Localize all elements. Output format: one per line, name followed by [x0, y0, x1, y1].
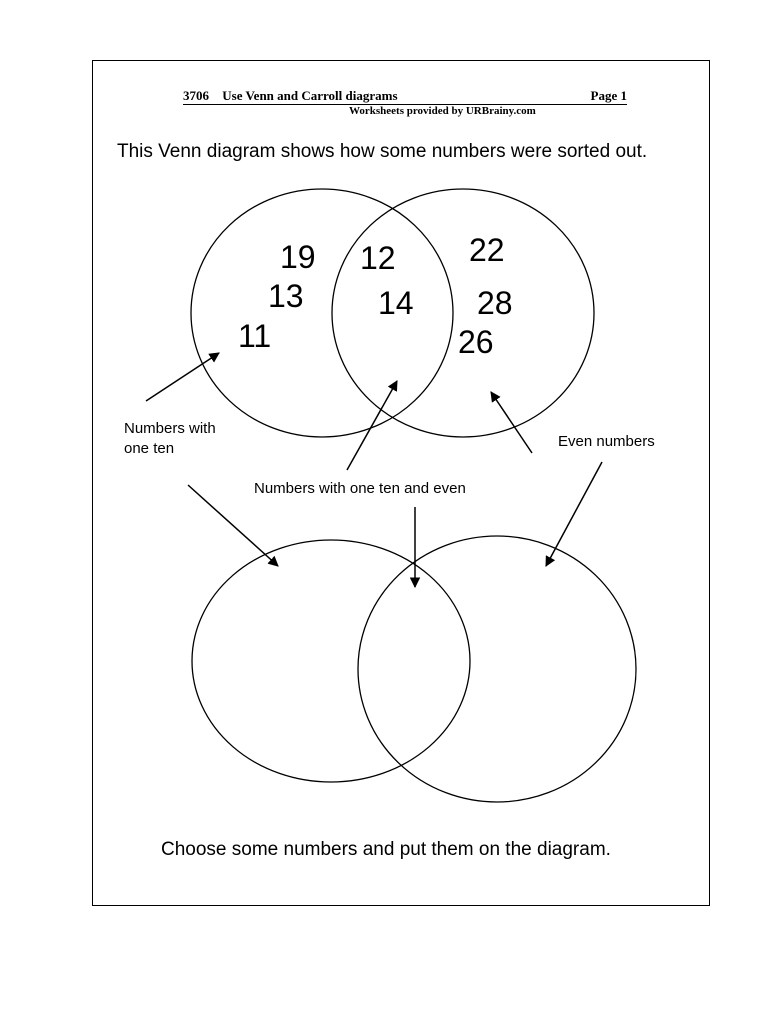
arrow-one-ten-top — [146, 353, 219, 401]
worksheet-code: 3706 — [183, 88, 209, 103]
label-even-numbers: Even numbers — [558, 433, 655, 450]
label-line: one ten — [124, 440, 175, 457]
arrow-both-top — [347, 381, 397, 470]
label-line: Numbers with — [124, 420, 216, 437]
number-right-only: 28 — [477, 285, 513, 321]
number-both: 12 — [360, 240, 396, 276]
number-left-only: 19 — [280, 239, 316, 275]
intro-text: This Venn diagram shows how some numbers were sorted out. — [117, 141, 648, 162]
number-right-only: 26 — [458, 324, 494, 360]
bottom-left-circle — [192, 540, 470, 782]
closing-instruction: Choose some numbers and put them on the diagram. — [161, 839, 611, 860]
label-numbers-with-one-ten — [124, 419, 254, 459]
top-right-circle — [332, 189, 594, 437]
number-left-only: 13 — [268, 278, 304, 314]
number-left-only: 11 — [238, 318, 272, 354]
number-both: 14 — [378, 285, 414, 321]
number-right-only: 22 — [469, 232, 505, 268]
top-left-circle — [191, 189, 453, 437]
label-one-ten-and-even: Numbers with one ten and even — [254, 480, 466, 497]
worksheet-title: Use Venn and Carroll diagrams — [222, 88, 398, 103]
arrow-even-bottom — [546, 462, 602, 566]
provider-credit: Worksheets provided by URBrainy.com — [349, 105, 536, 117]
page-number: Page 1 — [590, 88, 627, 103]
bottom-right-circle — [358, 536, 636, 802]
